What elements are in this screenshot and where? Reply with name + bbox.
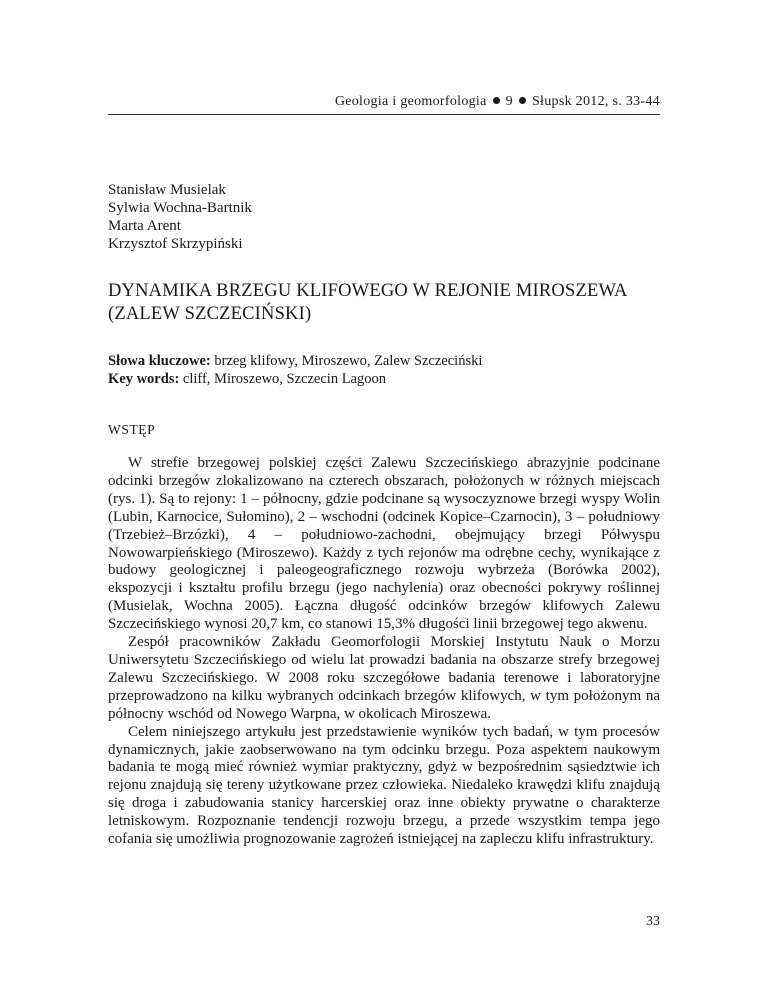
keywords-english-value: cliff, Miroszewo, Szczecin Lagoon xyxy=(179,371,386,387)
page-number: 33 xyxy=(646,914,660,929)
section-heading-introduction: WSTĘP xyxy=(108,422,156,437)
keywords-polish xyxy=(108,352,482,370)
author-name: Stanisław Musielak xyxy=(108,182,226,198)
keywords-block xyxy=(108,352,482,388)
journal-name: Geologia i geomorfologia xyxy=(334,94,487,109)
article-title-line-2: (ZALEW SZCZECIŃSKI) xyxy=(108,304,312,324)
author-name: Marta Arent xyxy=(108,218,181,234)
author-name: Krzysztof Skrzypiński xyxy=(108,236,243,252)
keywords-polish-value: brzeg klifowy, Miroszewo, Zalew Szczeciński xyxy=(210,353,483,369)
keywords-english-label: Key words: xyxy=(108,371,180,387)
author-list xyxy=(108,181,252,253)
bullet-separator-2 xyxy=(519,97,526,104)
paragraph: Celem niniejszego artykułu jest przedstawienie wyników tych badań, w tym procesów dynamicznych, jakie zaobserwowano na tym odcinku brzegu. Poza aspektem naukowym badania te mogą mieć również wymiar praktyczny, gdyż w bezpośrednim sąsiedztwie ich rejonu znajdują się tereny użytkowane przez człowieka. Niedaleko krawędzi klifu znajdują się droga i zabudowania stanicy harcerskiej oraz inne obiekty prywatne o charakterze letniskowym. Rozpoznanie tendencji rozwoju brzegu, a przede wszystkim tempa jego cofania się umożliwia prognozowanie zagrożeń istniejącej na zapleczu klifu infrastruktury. xyxy=(108,723,660,848)
article-title-line-1: DYNAMIKA BRZEGU KLIFOWEGO W REJONIE MIROSZEWA xyxy=(108,281,628,301)
keywords-polish-label: Słowa kluczowe: xyxy=(108,353,211,369)
running-header xyxy=(108,94,660,115)
paragraph: Zespół pracowników Zakładu Geomorfologii Morskiej Instytutu Nauk o Morzu Uniwersytetu Szczecińskiego od wielu lat prowadzi badania na obszarze strefy brzegowej Zalewu Szczecińskiego. W 2008 roku szczegółowe badania terenowe i laboratoryjne przeprowadzono na kilku wybranych odcinkach brzegów klifowych, w tym położonym na północny wschód od Nowego Warpna, w okolicach Miroszewa. xyxy=(108,634,660,722)
paragraph: W strefie brzegowej polskiej części Zalewu Szczecińskiego abrazyjnie podcinane odcinki brzegów zlokalizowano na czterech obszarach, położonych w różnych miejscach (rys. 1). Są to rejony: 1 – północny, gdzie podcinane są wysoczyznowe brzegi wyspy Wolin (Lubin, Karnocice, Sułomino), 2 – wschodni (odcinek Kopice–Czarnocin), 3 – południowy (Trzebież–Brzózki), 4 – południowo-zachodni, obejmujący brzegi Półwyspu Nowowarpieńskiego (Miroszewo). Każdy z tych rejonów ma odrębne cechy, wynikające z budowy geologicznej i paleogeograficznego rozwoju wybrzeża (Borówka 2002), ekspozycji i kształtu profilu brzegu (jego nachylenia) oraz obecności pokrywy roślinnej (Musielak, Wochna 2005). Łączna długość odcinków brzegów klifowych Zalewu Szczecińskiego wynosi 20,7 km, co stanowi 15,3% długości linii brzegowej tego akwenu. xyxy=(108,455,660,633)
author-name: Sylwia Wochna-Bartnik xyxy=(108,200,252,216)
body-text xyxy=(108,455,660,849)
article-title xyxy=(108,280,668,326)
keywords-english xyxy=(108,370,482,388)
bullet-separator-1 xyxy=(493,97,500,104)
place-and-pages: Słupsk 2012, s. 33-44 xyxy=(531,94,660,109)
journal-volume: 9 xyxy=(505,94,513,109)
